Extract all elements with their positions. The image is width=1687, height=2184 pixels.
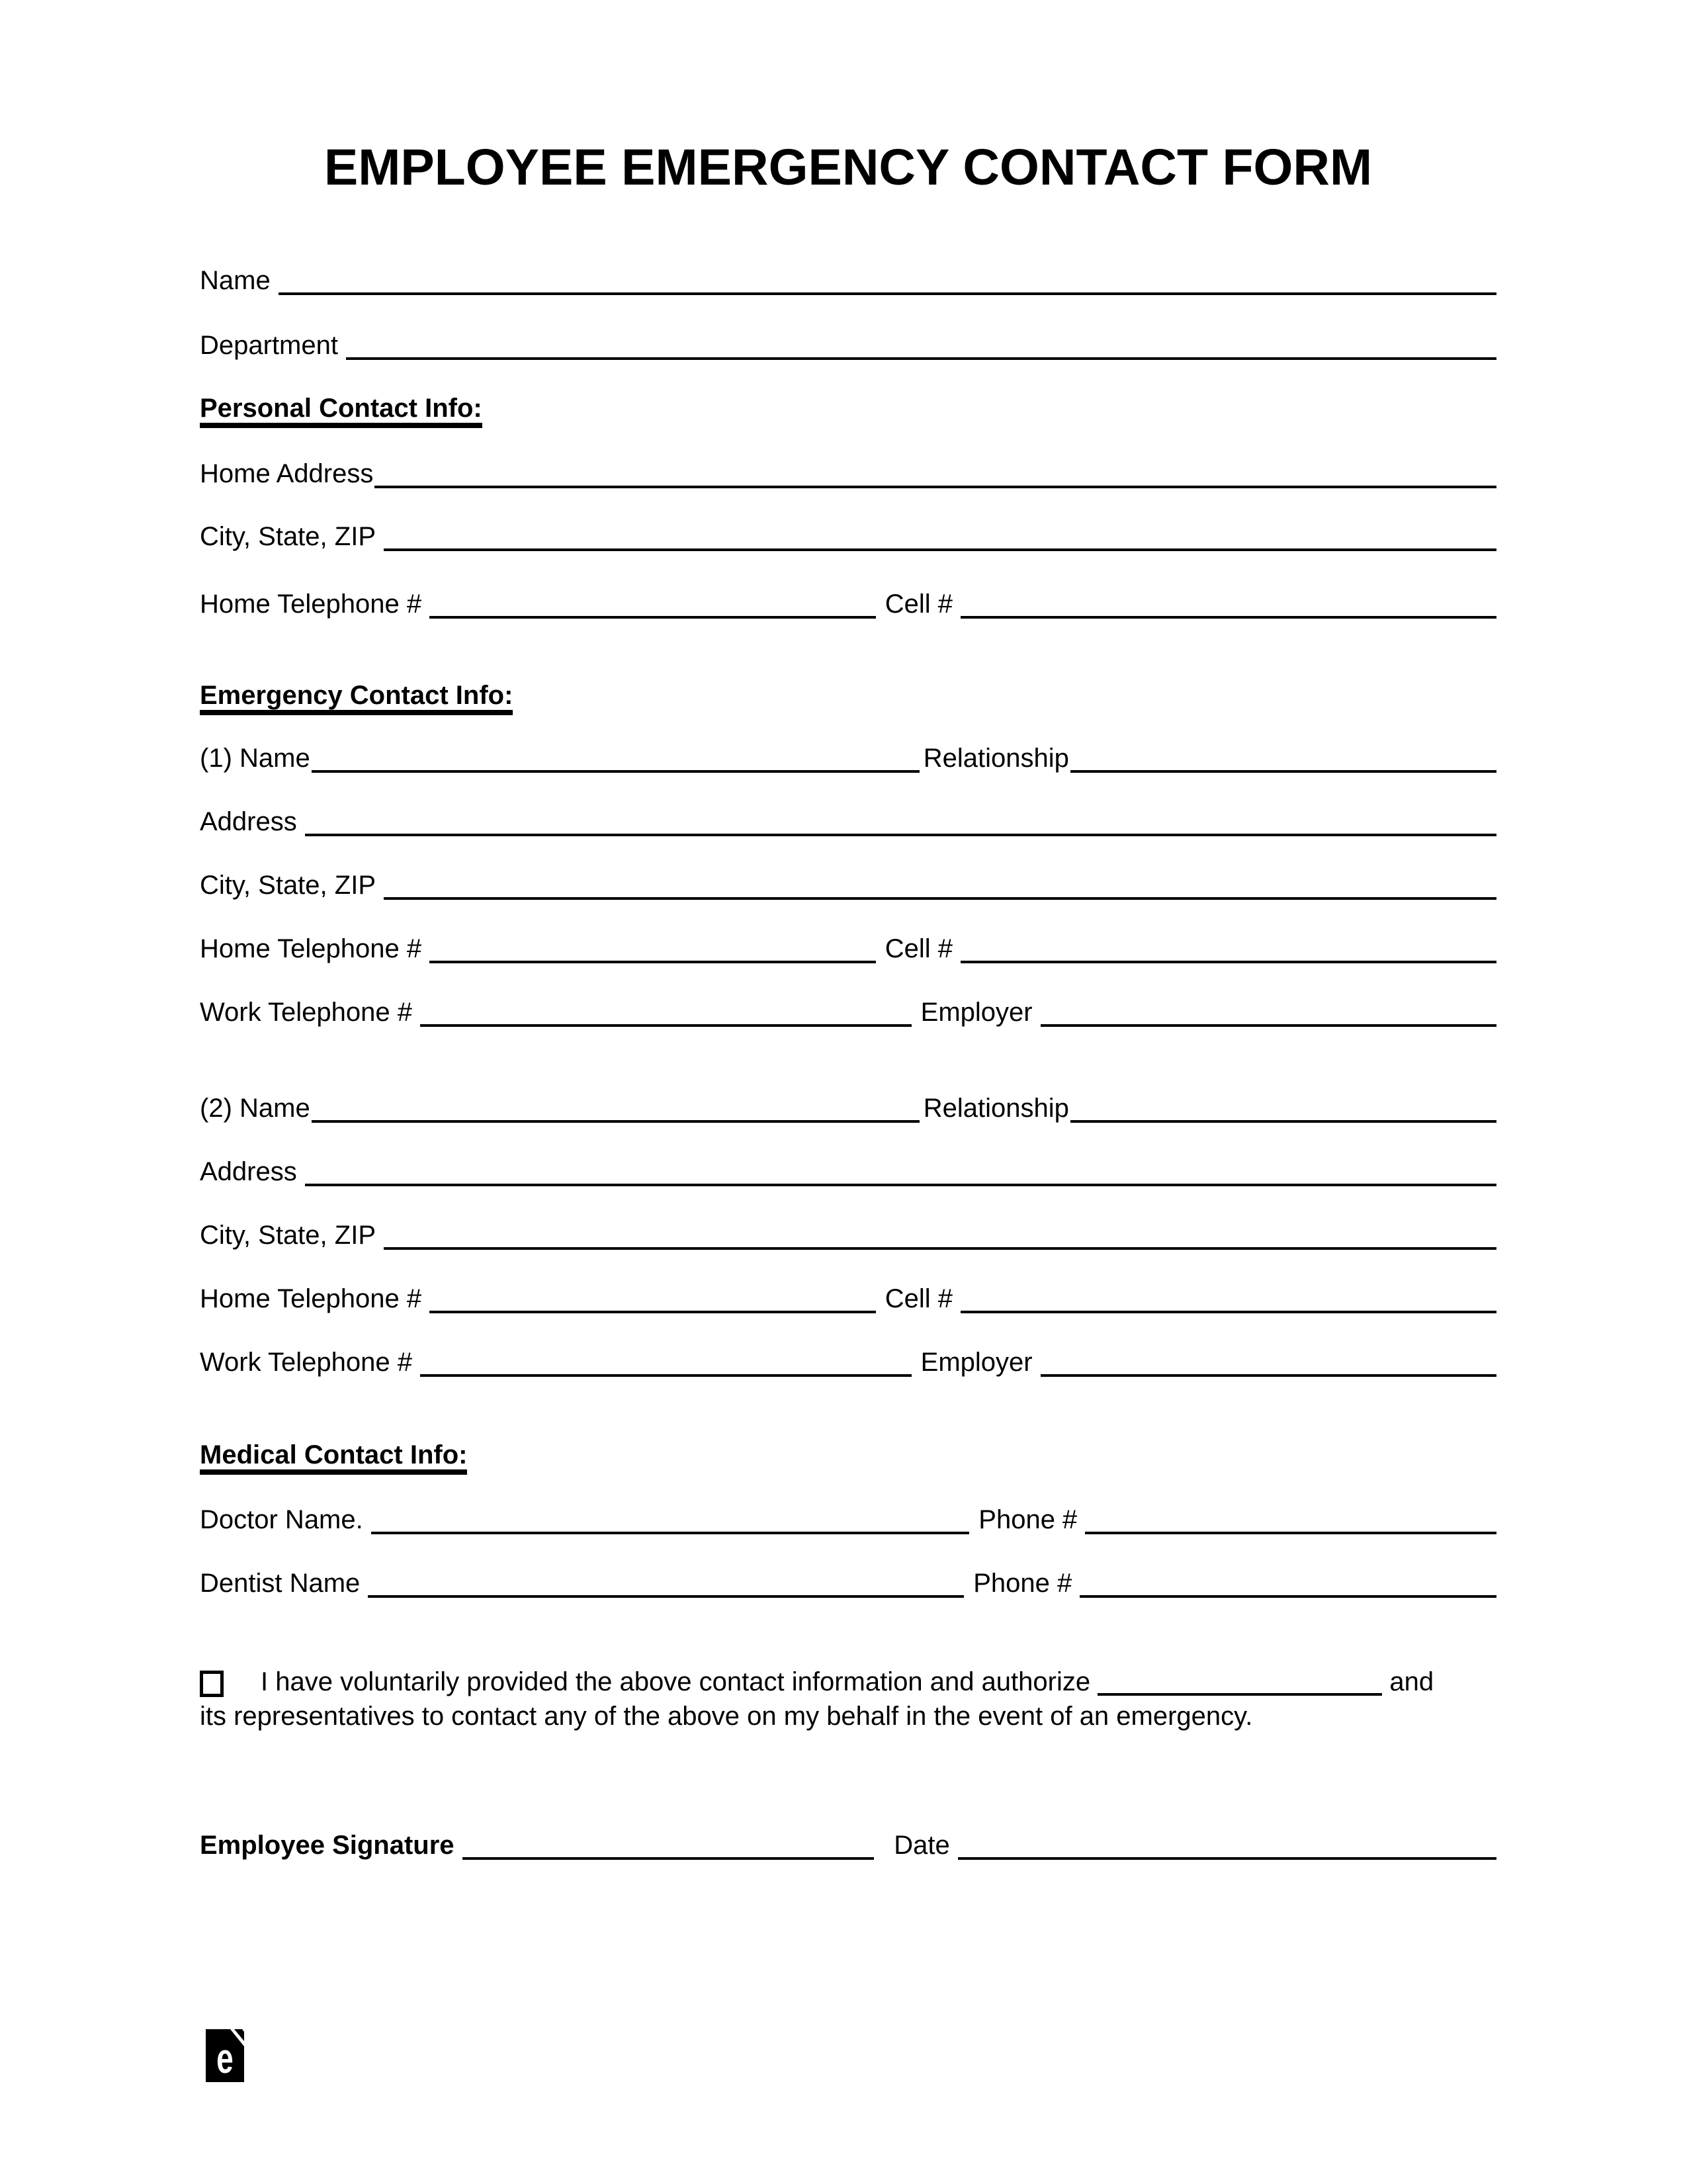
ec2-city-state-zip-row xyxy=(200,1221,1496,1250)
signature-row xyxy=(200,1831,1496,1860)
ec1-relationship-line[interactable] xyxy=(1070,770,1496,773)
dentist-row xyxy=(200,1569,1496,1598)
doctor-phone-line[interactable] xyxy=(1085,1532,1496,1534)
ec2-work-employer-row xyxy=(200,1348,1496,1377)
personal-section-heading: Personal Contact Info: xyxy=(200,394,482,428)
department-row xyxy=(200,331,1496,360)
ec2-name-line[interactable] xyxy=(312,1120,920,1123)
date-label: Date xyxy=(894,1831,950,1860)
doctor-row xyxy=(200,1505,1496,1534)
personal-section-heading-wrap xyxy=(200,394,1496,428)
eforms-logo xyxy=(206,2029,244,2082)
ec2-address-line[interactable] xyxy=(305,1184,1496,1186)
personal-phones-row xyxy=(200,590,1496,619)
authorization-text-before-blank: I have voluntarily provided the above contact information and authorize xyxy=(261,1667,1091,1696)
personal-cell-label: Cell # xyxy=(885,590,953,619)
emergency-section-heading: Emergency Contact Info: xyxy=(200,681,513,715)
ec1-city-state-zip-line[interactable] xyxy=(384,897,1496,900)
authorization-text-line2: its representatives to contact any of the above on my behalf in the event of an emergency. xyxy=(200,1702,1253,1731)
employee-name-row xyxy=(200,266,1496,295)
ec2-home-telephone-label: Home Telephone # xyxy=(200,1284,422,1313)
ec2-name-label: (2) Name xyxy=(200,1094,310,1123)
personal-city-state-zip-line[interactable] xyxy=(384,548,1496,551)
department-label: Department xyxy=(200,331,338,360)
employee-signature-line[interactable] xyxy=(462,1857,875,1860)
emergency-section-heading-wrap xyxy=(200,681,1496,715)
ec1-employer-line[interactable] xyxy=(1041,1024,1496,1027)
ec1-work-employer-row xyxy=(200,998,1496,1027)
ec2-relationship-label: Relationship xyxy=(923,1094,1069,1123)
ec2-city-state-zip-line[interactable] xyxy=(384,1247,1496,1250)
ec1-name-label: (1) Name xyxy=(200,744,310,773)
ec2-work-telephone-label: Work Telephone # xyxy=(200,1348,412,1377)
ec1-city-state-zip-row xyxy=(200,871,1496,900)
ec2-address-label: Address xyxy=(200,1157,297,1186)
employee-name-line[interactable] xyxy=(279,292,1496,295)
form-title: EMPLOYEE EMERGENCY CONTACT FORM xyxy=(324,139,1373,196)
medical-section-heading: Medical Contact Info: xyxy=(200,1440,467,1475)
personal-home-address-line[interactable] xyxy=(374,486,1496,488)
ec1-address-label: Address xyxy=(200,807,297,836)
ec1-address-row xyxy=(200,807,1496,836)
dentist-phone-label: Phone # xyxy=(973,1569,1072,1598)
dentist-phone-line[interactable] xyxy=(1080,1595,1496,1598)
medical-section-heading-wrap xyxy=(200,1440,1496,1475)
ec1-city-state-zip-label: City, State, ZIP xyxy=(200,871,376,900)
personal-city-state-zip-label: City, State, ZIP xyxy=(200,522,376,551)
ec1-employer-label: Employer xyxy=(920,998,1033,1027)
date-line[interactable] xyxy=(958,1857,1496,1860)
doctor-name-label: Doctor Name. xyxy=(200,1505,363,1534)
employee-signature-label: Employee Signature xyxy=(200,1831,454,1860)
personal-home-telephone-label: Home Telephone # xyxy=(200,590,422,619)
doctor-name-line[interactable] xyxy=(371,1532,970,1534)
ec2-employer-line[interactable] xyxy=(1041,1374,1496,1377)
dentist-name-line[interactable] xyxy=(368,1595,964,1598)
authorization-blank-line[interactable] xyxy=(1098,1693,1382,1696)
ec2-relationship-line[interactable] xyxy=(1070,1120,1496,1123)
ec1-cell-line[interactable] xyxy=(961,961,1496,963)
ec1-name-line[interactable] xyxy=(312,770,920,773)
ec2-employer-label: Employer xyxy=(920,1348,1033,1377)
ec1-work-telephone-label: Work Telephone # xyxy=(200,998,412,1027)
personal-home-address-label: Home Address xyxy=(200,459,374,488)
ec2-cell-line[interactable] xyxy=(961,1311,1496,1313)
ec1-home-telephone-line[interactable] xyxy=(429,961,876,963)
authorization-paragraph xyxy=(200,1665,1496,1733)
ec2-address-row xyxy=(200,1157,1496,1186)
personal-home-telephone-line[interactable] xyxy=(429,616,876,619)
dentist-name-label: Dentist Name xyxy=(200,1569,361,1598)
personal-cell-line[interactable] xyxy=(961,616,1496,619)
ec2-work-telephone-line[interactable] xyxy=(420,1374,912,1377)
personal-city-state-zip-row xyxy=(200,522,1496,551)
ec2-home-telephone-line[interactable] xyxy=(429,1311,876,1313)
ec1-cell-label: Cell # xyxy=(885,934,953,963)
logo-letter: e xyxy=(216,2034,234,2082)
doctor-phone-label: Phone # xyxy=(978,1505,1078,1534)
ec1-work-telephone-line[interactable] xyxy=(420,1024,912,1027)
ec2-name-row xyxy=(200,1094,1496,1123)
ec2-phones-row xyxy=(200,1284,1496,1313)
personal-home-address-row xyxy=(200,459,1496,488)
ec2-cell-label: Cell # xyxy=(885,1284,953,1313)
employee-name-label: Name xyxy=(200,266,271,295)
ec1-address-line[interactable] xyxy=(305,834,1496,836)
ec2-city-state-zip-label: City, State, ZIP xyxy=(200,1221,376,1250)
authorization-checkbox[interactable] xyxy=(200,1671,224,1697)
ec1-relationship-label: Relationship xyxy=(923,744,1069,773)
ec1-home-telephone-label: Home Telephone # xyxy=(200,934,422,963)
department-line[interactable] xyxy=(346,357,1496,360)
authorization-text-after-blank: and xyxy=(1389,1667,1434,1696)
ec1-name-row xyxy=(200,744,1496,773)
ec1-phones-row xyxy=(200,934,1496,963)
